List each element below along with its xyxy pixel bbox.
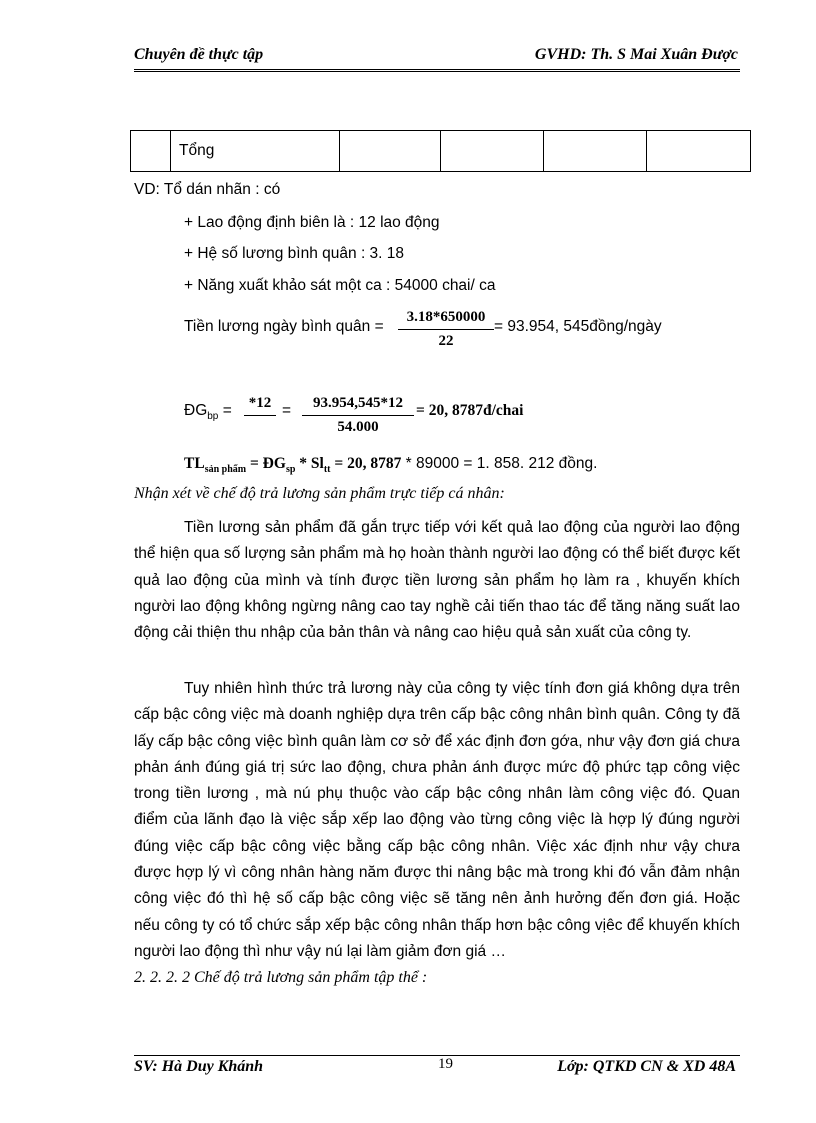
totals-table (130, 130, 751, 172)
fraction-bar (398, 329, 494, 330)
equals-sign: = (222, 402, 232, 419)
footer-left: SV: Hà Duy Khánh (134, 1058, 264, 1075)
example-intro: VD: Tổ dán nhãn : có (134, 181, 281, 198)
table-cell (340, 131, 441, 172)
section-heading: Nhận xét về chế độ trả lương sản phẩm trực tiếp cá nhân: (134, 485, 505, 502)
table-cell (131, 131, 171, 172)
table-row (131, 131, 751, 172)
table-cell-label: Tổng (171, 131, 340, 172)
formula1-denominator: 22 (438, 333, 454, 349)
tl-subscript: sản phẩm (204, 464, 247, 476)
header-rule-double (134, 71, 740, 72)
formula2-frac1-numerator: *12 (248, 395, 272, 411)
fraction-bar (302, 415, 414, 416)
formula3 (184, 455, 597, 475)
sl-subscript: tt (323, 464, 331, 476)
header-rule (134, 69, 740, 70)
formula2-label (184, 402, 232, 422)
table-cell (647, 131, 751, 172)
subsection-heading: 2. 2. 2. 2 Chế độ trả lương sản phẩm tập thể : (134, 969, 428, 986)
example-item: + Hệ số lương bình quân : 3. 18 (184, 245, 405, 262)
formula2-frac2-numerator: 93.954,545*12 (313, 395, 403, 411)
page-number: 19 (438, 1056, 453, 1072)
paragraph: Tiền lương sản phẩm đã gắn trực tiếp với kết quả lao động của người lao động thể hiện qua số lượng sản phẩm mà họ hoàn thành người lao động có thể biết được kết quả lao động của mình và tính được tiền lương sản phẩm họ làm ra , khuyến khích người lao động không ngừng nâng cao tay nghề cải tiến thao tác để tăng năng suất lao động cải thiện thu nhập của bản thân và nâng cao hiệu quả sản xuất của công ty. (134, 519, 740, 642)
header-right: GVHD: Th. S Mai Xuân Được (534, 46, 738, 63)
table-cell (441, 131, 544, 172)
header-left: Chuyên đề thực tập (134, 46, 264, 63)
formula2-frac1-denominator (244, 419, 276, 436)
formula3-value: = 20, 8787 (330, 455, 402, 472)
formula2-result: = 20, 8787đ/chai (416, 402, 524, 419)
formula2-fraction2 (302, 395, 414, 436)
equals-sign: = (282, 402, 292, 419)
body-text (134, 515, 740, 646)
dg-subscript: bp (207, 411, 219, 423)
fraction-bar (244, 415, 276, 416)
body-text (134, 676, 740, 965)
footer-rule (134, 1055, 740, 1056)
formula1-fraction (398, 309, 494, 350)
dg-subscript: sp (285, 464, 296, 476)
footer-right: Lớp: QTKD CN & XD 48A (557, 1058, 736, 1075)
formula2-frac2-denominator: 54.000 (337, 419, 379, 435)
sl-symbol: * Sl (295, 455, 324, 472)
paragraph: Tuy nhiên hình thức trả lương này của công ty việc tính đơn giá không dựa trên cấp bậc công việc mà doanh nghiệp dựa trên cấp bậc công nhân bình quân. Công ty đã lấy cấp bậc công việc bình quân làm cơ sở để xác định đơn gớa, như vậy đơn giá chưa phản ánh đúng giá trị sức lao động, chưa phản ánh được mức độ phức tạp công việc trong tiền lương , mà nú phụ thuộc vào cấp bậc công nhân làm công việc đó. Quan điểm của lãnh đạo là việc sắp xếp lao động vào từng công việc là hợp lý đúng người đúng việc cấp bậc công việc bằng cấp bậc công nhân. Việc xác định như vậy chưa được hợp lý vì công nhân hàng năm được thi nâng bậc mà trong khi đó vẫn đảm nhận công việc đó thì hệ số cấp bậc công việc sẽ tăng nên ảnh hưởng đến đơn giá. Hoặc nếu công ty có tổ chức sắp xếp bậc công nhân thấp hơn bậc công vịêc để khuyến khích người lao động thì như vậy nú lại làm giảm đơn giá … (134, 680, 740, 960)
dg-symbol: ĐG (184, 402, 208, 419)
example-item: + Lao động định biên là : 12 lao động (184, 214, 440, 231)
table-cell (544, 131, 647, 172)
formula3-rest: * 89000 = 1. 858. 212 đồng. (401, 455, 598, 472)
dg-symbol: = ĐG (246, 455, 286, 472)
formula1-numerator: 3.18*650000 (406, 309, 486, 325)
formula2-fraction1 (244, 395, 276, 436)
formula1-result: = 93.954, 545đồng/ngày (494, 318, 662, 335)
formula1-label: Tiền lương ngày bình quân = (184, 318, 384, 335)
example-item: + Năng xuất khảo sát một ca : 54000 chai/ ca (184, 277, 496, 294)
tl-symbol: TL (184, 455, 205, 472)
